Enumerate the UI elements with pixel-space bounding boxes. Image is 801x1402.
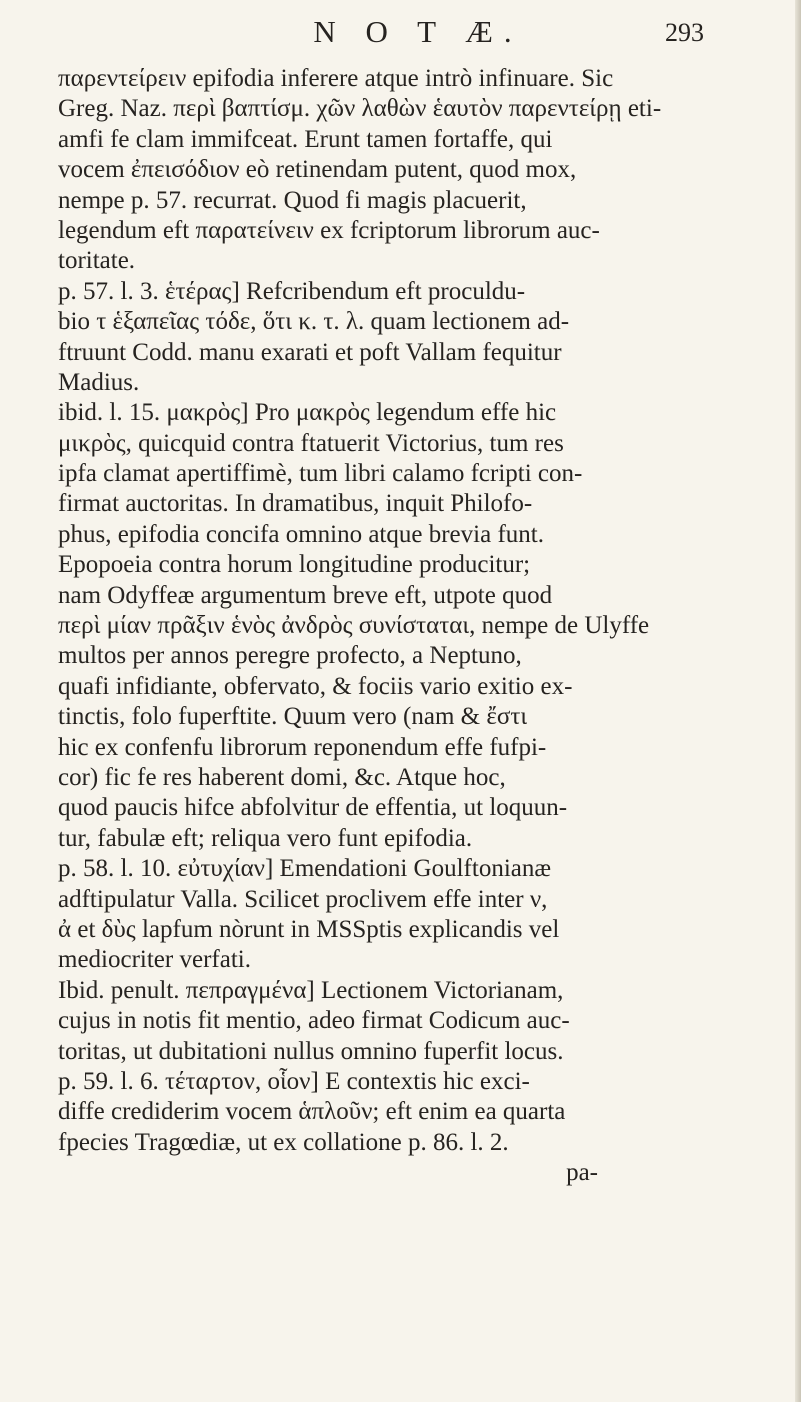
text-line: ftruunt Codd. manu exarati et poft Vallam fequitur bbox=[58, 338, 562, 366]
page-number: 293 bbox=[665, 18, 704, 47]
text-line: cor) fic fe res haberent domi, &c. Atque hoc, bbox=[58, 763, 506, 791]
text-line: multos per annos peregre profecto, a Neptuno, bbox=[58, 642, 522, 670]
text-line: περὶ μίαν πρᾶξιν ἑνὸς ἀνδρὸς συνίσταται, nempe de Ulyffe bbox=[58, 612, 650, 640]
text-line: cujus in notis fit mentio, adeo firmat Codicum auc- bbox=[58, 1007, 570, 1035]
text-line: vocem ἐπεισόδιον eò retinendam putent, quod mox, bbox=[58, 156, 577, 184]
text-line: hic ex confenfu librorum reponendum effe fufpi- bbox=[58, 733, 547, 761]
text-line: Ibid. penult. πεπραγμένα] Lectionem Victorianam, bbox=[58, 976, 564, 1004]
text-line: ipfa clamat apertiffimè, tum libri calamo fcripti con- bbox=[58, 460, 583, 488]
text-line: fpecies Tragœdiæ, ut ex collatione p. 86. l. 2. bbox=[58, 1128, 509, 1156]
text-line: adftipulatur Valla. Scilicet proclivem effe inter ν, bbox=[58, 885, 548, 913]
text-line: tur, fabulæ eft; reliqua vero funt epifodia. bbox=[58, 824, 473, 852]
text-line: ἀ et δὺς lapfum nòrunt in MSSptis explicandis vel bbox=[58, 915, 560, 943]
text-line: ibid. l. 15. μακρὸς] Pro μακρὸς legendum effe hic bbox=[58, 399, 557, 427]
text-line: p. 58. l. 10. εὐτυχίαν] Emendationi Goulftonianæ bbox=[58, 855, 552, 883]
text-line: firmat auctoritas. In dramatibus, inquit Philofo- bbox=[58, 490, 533, 518]
catchword: pa- bbox=[566, 1159, 598, 1187]
text-line: toritate. bbox=[58, 247, 136, 275]
running-head: N O T Æ. bbox=[313, 14, 523, 49]
notes-text-block bbox=[58, 64, 748, 1188]
text-line: legendum eft παρατείνειν ex fcriptorum librorum auc- bbox=[58, 216, 600, 244]
text-line: quafi infidiante, obfervato, & fociis vario exitio ex- bbox=[58, 672, 573, 700]
text-line: diffe crediderim vocem ἁπλοῦν; eft enim ea quarta bbox=[58, 1098, 566, 1126]
text-line: toritas, ut dubitationi nullus omnino fuperfit locus. bbox=[58, 1037, 564, 1065]
text-line: mediocriter verfati. bbox=[58, 946, 251, 974]
text-line: nam Odyffeæ argumentum breve eft, utpote quod bbox=[58, 581, 553, 609]
text-line: Madius. bbox=[58, 368, 140, 396]
text-line: παρεντείρειν epifodia inferere atque intrò infinuare. Sic bbox=[58, 65, 614, 92]
text-line: Epopoeia contra horum longitudine producitur; bbox=[58, 551, 531, 579]
text-line: tinctis, folo fuperftite. Quum vero (nam & ἔστι bbox=[58, 703, 528, 731]
page-header bbox=[0, 14, 801, 50]
text-line: quod paucis hifce abfolvitur de effentia, ut loquun- bbox=[58, 794, 568, 822]
text-line: Greg. Naz. περὶ βαπτίσμ. χῶν λαθὼν ἑαυτὸν παρεντείρῃ eti- bbox=[58, 95, 662, 123]
text-line: p. 57. l. 3. ἑτέρας] Refcribendum eft proculdu- bbox=[58, 277, 526, 305]
text-line: phus, epifodia concifa omnino atque brevia funt. bbox=[58, 520, 544, 548]
text-line: μικρὸς, quicquid contra ftatuerit Victorius, tum res bbox=[58, 429, 564, 457]
text-line: bio τ ἑξαπεῖας τόδε, ὅτι κ. τ. λ. quam lectionem ad- bbox=[58, 308, 570, 336]
text-line: amfi fe clam immifceat. Erunt tamen fortaffe, qui bbox=[58, 125, 553, 153]
text-line: nempe p. 57. recurrat. Quod fi magis placuerit, bbox=[58, 186, 527, 214]
text-line: p. 59. l. 6. τέταρτον, οἷον] E contextis hic exci- bbox=[58, 1067, 530, 1095]
page-edge-shadow bbox=[795, 0, 801, 1402]
